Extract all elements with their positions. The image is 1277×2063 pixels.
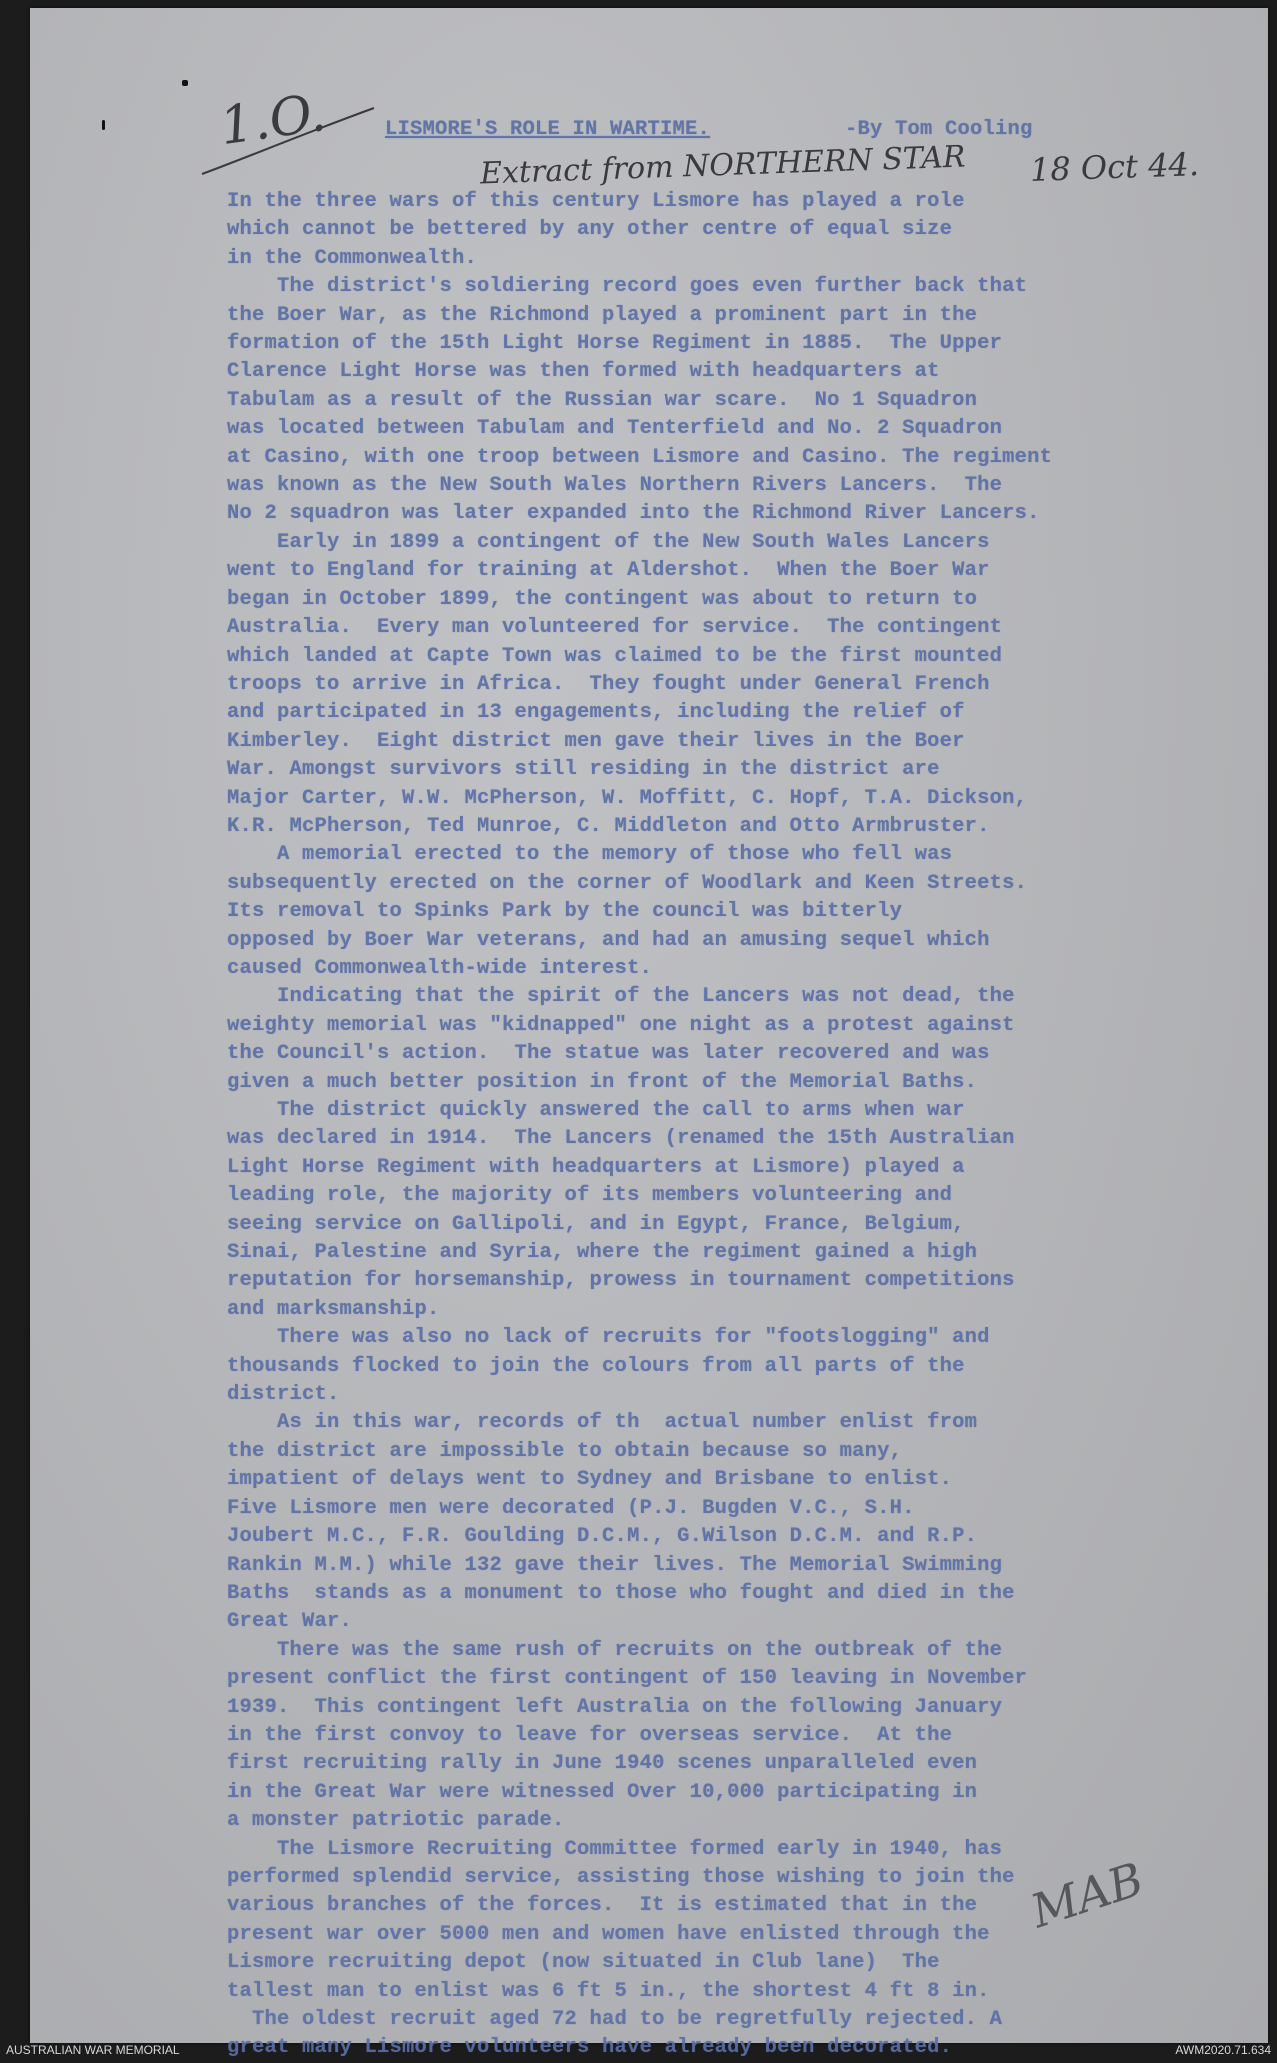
footer-collection: AUSTRALIAN WAR MEMORIAL — [6, 2043, 180, 2057]
body-line: caused Commonwealth-wide interest. — [227, 956, 653, 980]
byline: -By Tom Cooling — [845, 118, 1033, 141]
body-line: opposed by Boer War veterans, and had an amusing sequel which — [227, 928, 990, 952]
body-line: Early in 1899 a contingent of the New South Wales Lancers — [227, 530, 990, 554]
body-line: War. Amongst survivors still residing in the district are — [227, 758, 940, 782]
margin-note-underline — [198, 102, 378, 182]
body-line: was known as the New South Wales Northern Rivers Lancers. The — [227, 474, 1003, 498]
body-line: Light Horse Regiment with headquarters at Lismore) played a — [227, 1155, 965, 1179]
body-line: Major Carter, W.W. McPherson, W. Moffitt, C. Hopf, T.A. Dickson, — [227, 786, 1028, 810]
body-line: thousands flocked to join the colours from all parts of the — [227, 1354, 965, 1378]
body-line: first recruiting rally in June 1940 scenes unparalleled even — [227, 1752, 978, 1776]
body-line: The Lismore Recruiting Committee formed early in 1940, has — [227, 1837, 1003, 1861]
body-line: Australia. Every man volunteered for service. The contingent — [227, 616, 1003, 640]
body-line: The district quickly answered the call to arms when war — [227, 1099, 965, 1122]
body-line: formation of the 15th Light Horse Regiment in 1885. The Upper — [227, 332, 1003, 356]
body-line: the district are impossible to obtain because so many, — [227, 1439, 903, 1463]
body-line: troops to arrive in Africa. They fought under General French — [227, 672, 990, 696]
body-line: A memorial erected to the memory of those who fell was — [227, 843, 953, 867]
body-line: Lismore recruiting depot (now situated in Club lane) The — [227, 1951, 940, 1975]
body-line: seeing service on Gallipoli, and in Egypt, France, Belgium, — [227, 1212, 965, 1236]
body-line: in the Commonwealth. — [227, 246, 478, 270]
handwritten-initials: MAB — [1024, 1851, 1150, 1939]
punch-mark — [102, 120, 105, 130]
body-line: the Council's action. The statue was later recovered and was — [227, 1042, 990, 1066]
body-line: In the three wars of this century Lismore has played a role — [227, 190, 965, 213]
body-line: present conflict the first contingent of 150 leaving in November — [227, 1667, 1028, 1691]
body-line: Joubert M.C., F.R. Goulding D.C.M., G.Wilson D.C.M. and R.P. — [227, 1525, 978, 1549]
body-line: which landed at Capte Town was claimed to be the first mounted — [227, 644, 1003, 668]
handwritten-source: Extract from NORTHERN STAR — [479, 139, 966, 192]
body-line: great many Lismore volunteers have already been decorated. — [227, 2036, 953, 2060]
article-title: LISMORE'S ROLE IN WARTIME. — [385, 118, 711, 141]
body-line: given a much better position in front of the Memorial Baths. — [227, 1070, 978, 1094]
body-line: was located between Tabulam and Tenterfield and No. 2 Squadron — [227, 417, 1003, 441]
body-line: Baths stands as a monument to those who fought and died in the — [227, 1581, 1015, 1605]
body-line: Great War. — [227, 1610, 353, 1634]
body-line: Five Lismore men were decorated (P.J. Bugden V.C., S.H. — [227, 1496, 915, 1520]
body-line: various branches of the forces. It is estimated that in the — [227, 1894, 978, 1918]
body-line: weighty memorial was "kidnapped" one night as a protest against — [227, 1013, 1015, 1037]
body-line: leading role, the majority of its members volunteering and — [227, 1184, 953, 1208]
body-line: the Boer War, as the Richmond played a prominent part in the — [227, 303, 978, 327]
body-line: and marksmanship. — [227, 1297, 440, 1321]
body-line: subsequently erected on the corner of Woodlark and Keen Streets. — [227, 871, 1028, 895]
footer-reference: AWM2020.71.634 — [1175, 2043, 1271, 2057]
body-line: There was the same rush of recruits on the outbreak of the — [227, 1638, 1003, 1662]
body-line: was declared in 1914. The Lancers (renamed the 15th Australian — [227, 1127, 1015, 1151]
body-line: Indicating that the spirit of the Lancers was not dead, the — [227, 985, 1015, 1009]
body-line: performed splendid service, assisting those wishing to join the — [227, 1865, 1015, 1889]
body-line: As in this war, records of th actual number enlist from — [227, 1411, 978, 1435]
body-line: 1939. This contingent left Australia on the following January — [227, 1695, 1003, 1719]
body-line: Kimberley. Eight district men gave their lives in the Boer — [227, 729, 965, 753]
body-line: district. — [227, 1383, 340, 1407]
body-line: No 2 squadron was later expanded into the Richmond River Lancers. — [227, 502, 1040, 526]
body-line: in the first convoy to leave for overseas service. At the — [227, 1723, 953, 1747]
body-line: The district's soldiering record goes even further back that — [227, 275, 1028, 299]
punch-mark — [182, 80, 188, 86]
body-line: Sinai, Palestine and Syria, where the regiment gained a high — [227, 1241, 978, 1265]
body-line: a monster patriotic parade. — [227, 1809, 565, 1833]
article-body — [227, 188, 1052, 2063]
body-line: There was also no lack of recruits for "footslogging" and — [227, 1326, 990, 1350]
body-line: reputation for horsemanship, prowess in tournament competitions — [227, 1269, 1015, 1293]
body-line: and participated in 13 engagements, including the relief of — [227, 701, 965, 725]
body-line: in the Great War were witnessed Over 10,000 participating in — [227, 1780, 978, 1804]
body-line: which cannot be bettered by any other centre of equal size — [227, 218, 953, 242]
body-line: Its removal to Spinks Park by the council was bitterly — [227, 900, 903, 924]
body-line: present war over 5000 men and women have enlisted through the — [227, 1922, 990, 1946]
body-line: went to England for training at Aldershot. When the Boer War — [227, 559, 990, 583]
handwritten-date: 18 Oct 44. — [1029, 145, 1200, 189]
body-line: impatient of delays went to Sydney and Brisbane to enlist. — [227, 1468, 953, 1492]
body-line: Clarence Light Horse was then formed with headquarters at — [227, 360, 940, 384]
body-line: Rankin M.M.) while 132 gave their lives. The Memorial Swimming — [227, 1553, 1003, 1577]
body-line: at Casino, with one troop between Lismore and Casino. The regiment — [227, 445, 1053, 469]
body-line: began in October 1899, the contingent was about to return to — [227, 587, 978, 611]
body-line: K.R. McPherson, Ted Munroe, C. Middleton and Otto Armbruster. — [227, 814, 990, 838]
body-line: tallest man to enlist was 6 ft 5 in., the shortest 4 ft 8 in. — [227, 1979, 990, 2003]
body-line: Tabulam as a result of the Russian war scare. No 1 Squadron — [227, 388, 978, 412]
margin-note: 1.O. — [216, 82, 330, 158]
body-line: The oldest recruit aged 72 had to be regretfully rejected. A — [227, 2008, 1003, 2031]
